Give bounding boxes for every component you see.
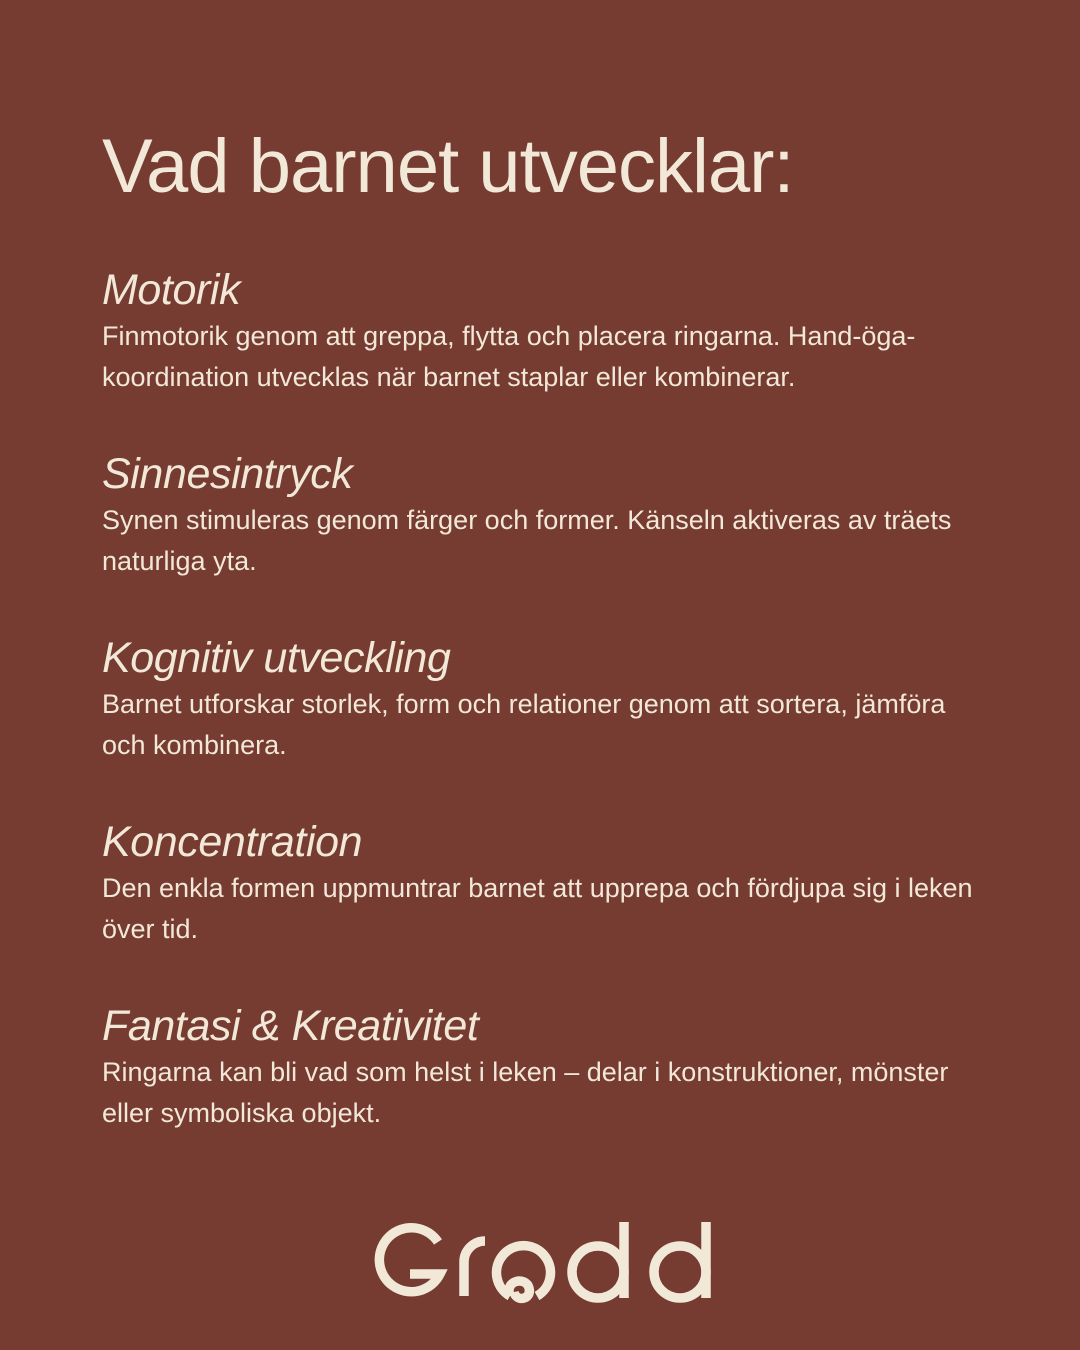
section-kognitiv-utveckling xyxy=(102,632,982,766)
section-heading: Koncentration xyxy=(102,818,363,866)
section-body: Barnet utforskar storlek, form och relationer genom att sortera, jämföra och kombinera. xyxy=(102,689,946,760)
content-area xyxy=(102,0,982,1350)
section-heading: Kognitiv utveckling xyxy=(102,634,451,682)
section-heading: Sinnesintryck xyxy=(102,450,353,498)
section-body: Finmotorik genom att greppa, flytta och placera ringarna. Hand-öga-koordination utvecklas när barnet staplar eller kombinerar. xyxy=(102,321,916,392)
section-heading: Motorik xyxy=(102,266,241,314)
section-body: Synen stimuleras genom färger och former. Känseln aktiveras av träets naturliga yta. xyxy=(102,505,952,576)
page-title: Vad barnet utvecklar: xyxy=(102,124,794,209)
section-motorik xyxy=(102,264,982,398)
section-koncentration xyxy=(102,816,982,950)
grodd-logo-icon xyxy=(366,1212,716,1312)
section-fantasi-kreativitet xyxy=(102,1000,982,1134)
section-sinnesintryck xyxy=(102,448,982,582)
grodd-logo xyxy=(366,1212,716,1312)
section-body: Den enkla formen uppmuntrar barnet att upprepa och fördjupa sig i leken över tid. xyxy=(102,873,973,944)
section-body: Ringarna kan bli vad som helst i leken – delar i konstruktioner, mönster eller symboliska objekt. xyxy=(102,1057,949,1128)
section-heading: Fantasi & Kreativitet xyxy=(102,1002,479,1050)
